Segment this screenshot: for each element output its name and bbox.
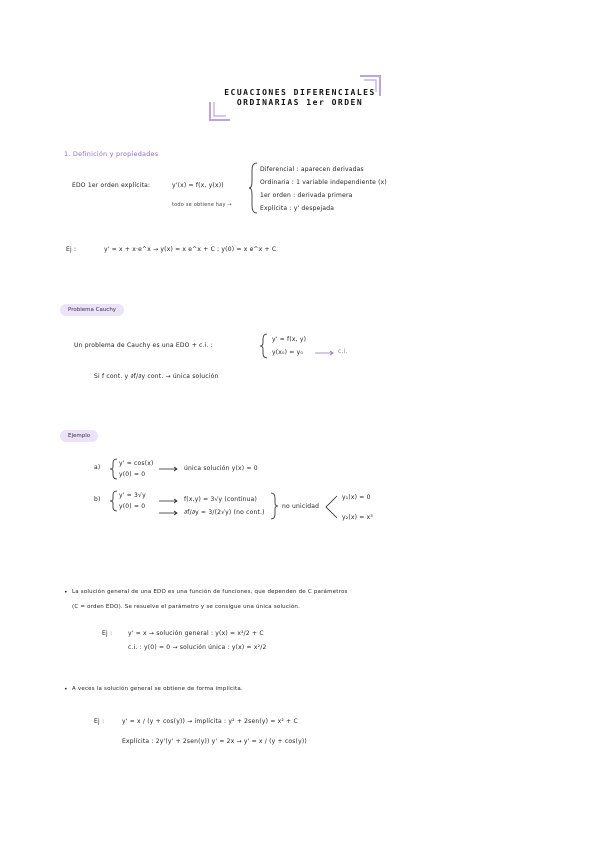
ej-line-2: c.i. : y(0) = 0 → solución única : y(x) = x²/2 [128, 644, 267, 651]
example-a-arrow [158, 466, 180, 472]
pill-ejemplo: Ejemplo [60, 430, 98, 442]
example-b-system-1: y' = 3√y [119, 492, 146, 499]
brace-item-2: Ordinaria : 1 variable independiente (x) [260, 179, 387, 186]
example-b-system-2: y(0) = 0 [119, 503, 146, 510]
edo-formula: y'(x) = f(x, y(x)) [172, 182, 224, 189]
example-b-solution-1: y₁(x) = 0 [342, 494, 371, 501]
cauchy-line-2: Si f cont. y ∂f/∂y cont. → única solución [94, 373, 219, 380]
ej2-label: Ej : [94, 718, 105, 725]
brace-item-3: 1er orden : derivada primera [260, 192, 353, 199]
bullet-2-text: A veces la solución general se obtiene de forma implícita. [72, 686, 243, 692]
ej2-line-2: Explícita : 2y'(y' + 2sen(y)) y' = 2x → y' = x / (y + cos(y)) [122, 738, 307, 745]
title-line-2: ORDINARIAS 1er ORDEN [236, 98, 364, 107]
section-heading-definicion: 1. Definición y propiedades [64, 150, 159, 158]
cauchy-system-1: y' = f(x, y) [272, 336, 307, 343]
brace-left [249, 162, 259, 214]
title-line-1: ECUACIONES DIFERENCIALES [224, 88, 376, 97]
brace-item-1: Diferencial : aparecen derivadas [260, 166, 364, 173]
example-a-brace [110, 458, 118, 480]
ej-line-1: y' = x → solución general : y(x) = x²/2 + C [128, 630, 264, 637]
cauchy-line-1: Un problema de Cauchy es una EDO + c.i. : [74, 342, 213, 349]
example-b-label: b) [94, 496, 101, 503]
example-a-system-2: y(0) = 0 [119, 471, 146, 478]
example-b-line-1: f(x,y) = 3√y (continua) [184, 496, 258, 503]
bullet-1-line-1: La solución general de una EDO es una función de funciones, que dependen de C parámetros [72, 589, 348, 595]
example-a-label: a) [94, 464, 101, 471]
title-corner-bottom-left [208, 100, 232, 122]
example-b-solution-2: y₂(x) = x³ [342, 514, 373, 521]
ej2-line-1: y' = x / (y + cos(y)) → implícita : y² + 2sen(y) = x² + C [122, 718, 298, 725]
cauchy-arrow [314, 350, 336, 356]
title-corner-top-right [358, 74, 382, 98]
example-label: Ej : [66, 246, 77, 253]
example-b-arrow-1 [158, 498, 180, 504]
example-b-arrow-2 [158, 510, 180, 516]
cauchy-ci-tag: c.i. [338, 348, 348, 355]
edo-note: todo se obtiene hay → [172, 202, 232, 208]
example-b-brace [110, 490, 118, 512]
example-b-line-2: ∂f/∂y = 3/(2√y) (no cont.) [184, 509, 265, 516]
example-b-right-brace [270, 492, 278, 520]
example-b-split-icon [324, 494, 338, 520]
bullet-2-dot: • [64, 686, 68, 693]
edo-label: EDO 1er orden explícita: [72, 182, 151, 189]
example-a-result: única solución y(x) = 0 [184, 465, 258, 472]
ej-label: Ej : [102, 630, 113, 637]
bullet-1-line-2: (C = orden EDO). Se resuelve el parámetro y se consigue una única solución. [72, 604, 301, 610]
cauchy-brace [260, 333, 268, 359]
bullet-1-dot: • [64, 589, 68, 596]
example-b-middle: no unicidad [282, 503, 320, 510]
pill-problema-cauchy: Problema Cauchy [60, 304, 124, 316]
example-a-system-1: y' = cos(x) [119, 460, 154, 467]
cauchy-system-2: y(x₀) = y₀ [272, 349, 303, 356]
example-formula: y' = x + x·e^x → y(x) = x e^x + C ; y(0) = x e^x + C [104, 246, 277, 253]
brace-item-4: Explícita : y' despejada [260, 205, 335, 212]
